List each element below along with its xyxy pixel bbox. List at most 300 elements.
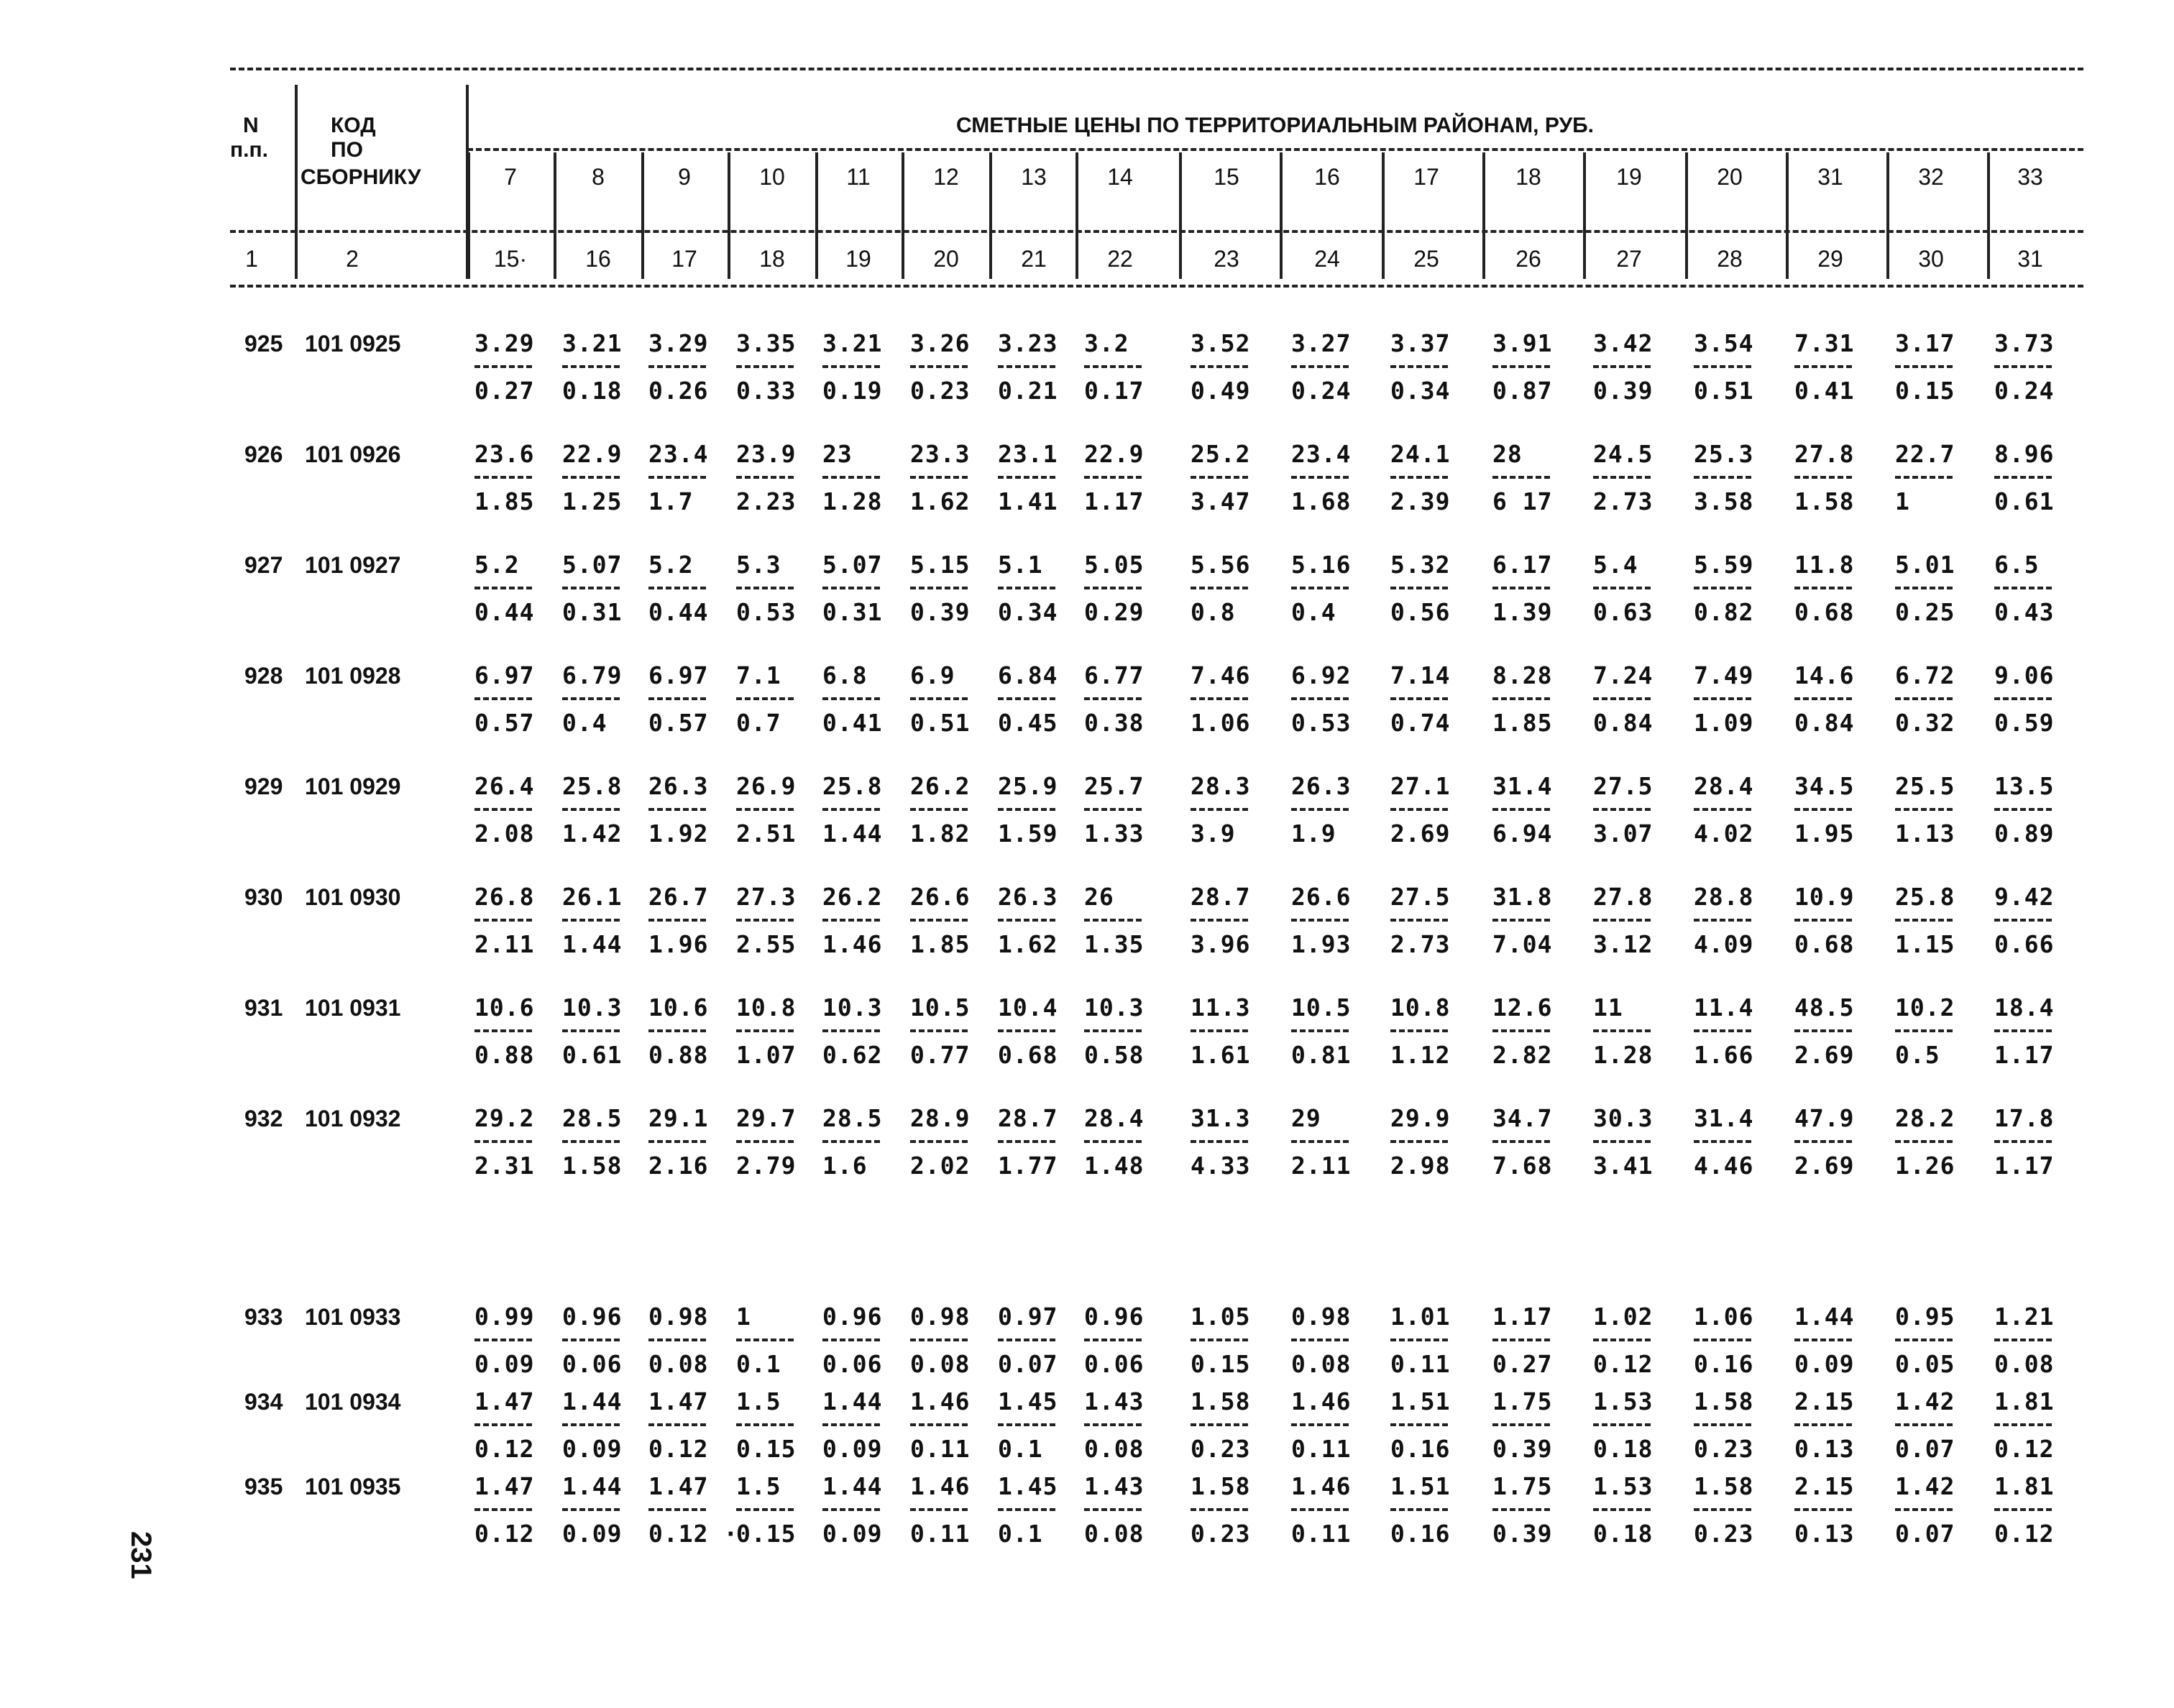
price-numerator: 31.3 <box>1191 1104 1251 1132</box>
fraction-line <box>1291 365 1349 368</box>
price-numerator: 1.47 <box>648 1387 709 1415</box>
district-header: 10 <box>759 164 785 190</box>
fraction-line <box>1191 365 1248 368</box>
price-cell <box>1694 993 1773 1070</box>
price-cell <box>1191 1387 1270 1464</box>
price-numerator: 10.2 <box>1895 993 1955 1021</box>
price-cell <box>1694 661 1773 738</box>
price-numerator: 26.1 <box>562 883 623 911</box>
fraction-line <box>736 365 794 368</box>
price-numerator: 17.8 <box>1994 1104 2055 1132</box>
fraction-line <box>1492 919 1550 922</box>
row-number: 928 <box>244 663 283 689</box>
price-numerator: 5.16 <box>1291 551 1352 579</box>
price-numerator: 1.46 <box>1291 1472 1352 1500</box>
price-denominator: 2.73 <box>1390 930 1451 958</box>
price-cell <box>1390 551 1469 627</box>
price-denominator: 1.25 <box>562 487 623 515</box>
price-cell <box>910 772 989 848</box>
fraction-line <box>1994 1508 2052 1511</box>
fraction-line <box>1291 697 1349 700</box>
price-denominator: 2.69 <box>1794 1041 1855 1069</box>
fraction-line <box>736 919 794 922</box>
price-denominator: 0.23 <box>910 377 971 405</box>
price-cell <box>1390 772 1469 848</box>
price-denominator: 0.12 · <box>648 1520 739 1548</box>
price-denominator: 1.28 <box>1593 1041 1654 1069</box>
price-denominator: 0.84 <box>1794 709 1855 737</box>
price-denominator: 2.08 <box>474 819 535 848</box>
price-cell <box>736 329 815 405</box>
price-numerator: 48.5 <box>1794 993 1855 1021</box>
price-denominator: 2.11 <box>474 930 535 958</box>
price-numerator: 3.52 <box>1191 329 1251 357</box>
price-cell <box>562 993 641 1070</box>
price-denominator: 0.08 <box>1291 1350 1352 1378</box>
fraction-line <box>1191 587 1248 589</box>
price-numerator: 1.44 <box>562 1387 623 1415</box>
price-numerator: 18.4 <box>1994 993 2055 1021</box>
price-numerator: 5.15 <box>910 551 971 579</box>
fraction-line <box>1694 365 1751 368</box>
price-numerator: 6.79 <box>562 661 623 689</box>
price-numerator: 1.46 <box>910 1387 971 1415</box>
price-numerator: 1.02 <box>1593 1303 1654 1331</box>
price-numerator: 1.45 <box>998 1472 1058 1500</box>
price-numerator: 1.46 <box>910 1472 971 1500</box>
price-numerator: 7.46 <box>1191 661 1251 689</box>
price-denominator: 0.08 <box>1084 1435 1145 1463</box>
price-cell <box>1191 772 1270 848</box>
fraction-line <box>822 587 880 589</box>
fraction-line <box>910 1339 968 1341</box>
price-denominator: 2.69 <box>1794 1152 1855 1180</box>
price-denominator: 0.68 <box>1794 598 1855 626</box>
price-cell <box>998 661 1077 738</box>
price-numerator: 3.2 <box>1084 329 1129 357</box>
fraction-line <box>822 919 880 922</box>
fraction-line <box>1994 1423 2052 1426</box>
header-title: СМЕТНЫЕ ЦЕНЫ ПО ТЕРРИТОРИАЛЬНЫМ РАЙОНАМ, РУБ. <box>956 114 1595 137</box>
row-number: 933 <box>244 1304 283 1330</box>
price-numerator: 1.47 <box>474 1387 535 1415</box>
fraction-line <box>1994 365 2052 368</box>
price-cell <box>1694 1387 1773 1464</box>
fraction-line <box>1390 808 1448 811</box>
fraction-line <box>736 808 794 811</box>
fraction-line <box>1291 476 1349 479</box>
price-numerator: 29.9 <box>1390 1104 1451 1132</box>
price-denominator: 0.5 <box>1895 1041 1940 1069</box>
fraction-line <box>822 1508 880 1511</box>
price-cell <box>1390 1303 1469 1379</box>
price-cell <box>1895 1472 1974 1548</box>
fraction-line <box>474 1423 532 1426</box>
price-denominator: 3.41 <box>1593 1152 1654 1180</box>
row-number: 934 <box>244 1389 283 1415</box>
row-code: 101 0935 <box>305 1474 401 1500</box>
price-numerator: 22.9 <box>1084 440 1145 468</box>
price-numerator: 7.31 <box>1794 329 1855 357</box>
price-cell <box>1084 661 1163 738</box>
fraction-line <box>474 1508 532 1511</box>
fraction-line <box>1694 1140 1751 1143</box>
price-cell <box>910 1303 989 1379</box>
header-code-po: ПО <box>331 138 363 162</box>
price-cell <box>1994 551 2073 627</box>
price-numerator: 28.8 <box>1694 883 1754 911</box>
fraction-line <box>1390 1339 1448 1341</box>
price-denominator: 0.29 <box>1084 598 1145 626</box>
district-separator <box>1987 152 1990 279</box>
price-cell <box>1084 440 1163 516</box>
price-cell <box>822 772 902 848</box>
fraction-line <box>1291 1339 1349 1341</box>
price-cell <box>1694 1303 1773 1379</box>
price-cell <box>648 1472 739 1548</box>
price-numerator: 5.2 <box>648 551 694 579</box>
price-denominator: 1.92 <box>648 819 709 848</box>
price-cell <box>1084 1472 1163 1548</box>
price-cell <box>1084 329 1163 405</box>
price-cell <box>998 1104 1077 1180</box>
price-denominator: 0.27 <box>1492 1350 1553 1378</box>
price-numerator: 1.58 <box>1191 1472 1251 1500</box>
price-denominator: 0.7 <box>736 709 781 737</box>
price-numerator: 6.84 <box>998 661 1058 689</box>
fraction-line <box>1994 1140 2052 1143</box>
price-denominator: 2.31 <box>474 1152 535 1180</box>
price-denominator: 0.57 <box>648 709 709 737</box>
fraction-line <box>474 476 532 479</box>
price-numerator: 3.35 <box>736 329 797 357</box>
fraction-line <box>648 1339 706 1341</box>
fraction-line <box>562 919 620 922</box>
price-cell <box>998 329 1077 405</box>
price-cell <box>1492 883 1572 959</box>
price-cell <box>822 1472 902 1548</box>
fraction-line <box>1895 697 1953 700</box>
fraction-line <box>474 697 532 700</box>
price-cell <box>648 772 728 848</box>
fraction-line <box>562 587 620 589</box>
price-denominator: 2.23 <box>736 487 797 515</box>
price-numerator: 29 <box>1291 1104 1321 1132</box>
fraction-line <box>1492 476 1550 479</box>
district-index: 21 <box>1021 246 1047 272</box>
price-numerator: 1.42 <box>1895 1387 1955 1415</box>
price-cell <box>474 1387 554 1464</box>
fraction-line <box>998 1508 1055 1511</box>
price-cell <box>1492 661 1572 738</box>
price-cell <box>1593 661 1672 738</box>
fraction-line <box>1390 1423 1448 1426</box>
fraction-line <box>1084 1140 1142 1143</box>
price-cell <box>1191 1303 1270 1379</box>
price-denominator: 6 17 <box>1492 487 1553 515</box>
price-denominator: 0.44 <box>474 598 535 626</box>
fraction-line <box>1593 697 1651 700</box>
price-denominator: 0.62 <box>822 1041 883 1069</box>
price-numerator: 1.46 <box>1291 1387 1352 1415</box>
price-numerator: 11.4 <box>1694 993 1754 1021</box>
price-cell <box>1291 772 1370 848</box>
price-numerator: 30.3 <box>1593 1104 1654 1132</box>
header-top-rule <box>230 68 2083 70</box>
price-numerator: 1.44 <box>1794 1303 1855 1331</box>
price-numerator: 10.8 <box>736 993 797 1021</box>
fraction-line <box>822 1423 880 1426</box>
price-numerator: 6.97 <box>474 661 535 689</box>
price-denominator: 0.53 <box>1291 709 1352 737</box>
price-denominator: 1.17 <box>1994 1152 2055 1180</box>
price-numerator: 3.29 <box>648 329 709 357</box>
price-denominator: 0.07 <box>998 1350 1058 1378</box>
district-header: 17 <box>1413 164 1439 190</box>
price-cell <box>1291 551 1370 627</box>
price-cell <box>474 1303 554 1379</box>
price-cell <box>910 1104 989 1180</box>
price-denominator: 1.85 <box>910 930 971 958</box>
price-denominator: 0.4 <box>1291 598 1336 626</box>
fraction-line <box>910 1508 968 1511</box>
price-denominator: 1.6 <box>822 1152 868 1180</box>
fraction-line <box>736 1029 794 1032</box>
price-denominator: 0.77 <box>910 1041 971 1069</box>
fraction-line <box>1593 919 1651 922</box>
price-denominator: 4.33 <box>1191 1152 1251 1180</box>
price-denominator: 3.58 <box>1694 487 1754 515</box>
price-numerator: 0.98 <box>648 1303 709 1331</box>
price-cell <box>1593 772 1672 848</box>
price-numerator: 1.45 <box>998 1387 1058 1415</box>
price-denominator: 1.09 <box>1694 709 1754 737</box>
price-denominator: 0.06 <box>562 1350 623 1378</box>
price-cell <box>1895 1303 1974 1379</box>
fraction-line <box>1794 919 1852 922</box>
price-denominator: 1.15 <box>1895 930 1955 958</box>
price-cell <box>1390 993 1469 1070</box>
price-numerator: 3.29 <box>474 329 535 357</box>
price-numerator: 1.01 <box>1390 1303 1451 1331</box>
price-numerator: 3.17 <box>1895 329 1955 357</box>
fraction-line <box>822 1029 880 1032</box>
price-cell <box>1694 1472 1773 1548</box>
price-denominator: 1.95 <box>1794 819 1855 848</box>
price-denominator: 0.11 <box>910 1520 971 1548</box>
district-index: 18 <box>759 246 785 272</box>
price-cell <box>1794 440 1873 516</box>
fraction-line <box>1994 697 2052 700</box>
price-numerator: 26.3 <box>648 772 709 800</box>
price-denominator: 0.63 <box>1593 598 1654 626</box>
price-numerator: 10.3 <box>562 993 623 1021</box>
fraction-line <box>1390 919 1448 922</box>
price-cell <box>1593 1472 1672 1548</box>
fraction-line <box>1390 587 1448 589</box>
fraction-line <box>1593 1140 1651 1143</box>
price-numerator: 3.21 <box>562 329 623 357</box>
price-cell <box>1492 551 1572 627</box>
price-cell <box>474 1472 554 1548</box>
fraction-line <box>648 365 706 368</box>
price-denominator: 0.17 <box>1084 377 1145 405</box>
price-numerator: 31.4 <box>1694 1104 1754 1132</box>
price-denominator: 4.09 <box>1694 930 1754 958</box>
price-denominator: 0.89 <box>1994 819 2055 848</box>
price-numerator: 7.24 <box>1593 661 1654 689</box>
price-numerator: 23 <box>822 440 853 468</box>
fraction-line <box>562 476 620 479</box>
price-cell <box>562 440 641 516</box>
price-denominator: 0.16 <box>1390 1520 1451 1548</box>
price-denominator: 0.08 <box>1084 1520 1145 1548</box>
price-denominator: 0.88 <box>648 1041 709 1069</box>
price-numerator: 23.4 <box>1291 440 1352 468</box>
price-numerator: 5.01 <box>1895 551 1955 579</box>
fraction-line <box>1794 697 1852 700</box>
price-numerator: 5.59 <box>1694 551 1754 579</box>
fraction-line <box>1794 476 1852 479</box>
price-numerator: 1.51 <box>1390 1472 1451 1500</box>
price-cell <box>1492 440 1572 516</box>
fraction-line <box>910 697 968 700</box>
price-cell <box>474 551 554 627</box>
district-separator <box>1786 152 1789 279</box>
price-numerator: 23.4 <box>648 440 709 468</box>
price-numerator: 5.07 <box>562 551 623 579</box>
price-cell <box>998 551 1077 627</box>
price-denominator: 0.24 <box>1994 377 2055 405</box>
price-numerator: 1 <box>736 1303 751 1331</box>
price-denominator: 0.07 <box>1895 1520 1955 1548</box>
price-denominator: 0.1 <box>998 1435 1043 1463</box>
price-denominator: 0.39 <box>1492 1520 1553 1548</box>
district-header: 19 <box>1616 164 1642 190</box>
price-numerator: 26.9 <box>736 772 797 800</box>
price-denominator: 7.04 <box>1492 930 1553 958</box>
fraction-line <box>1084 587 1142 589</box>
fraction-line <box>1084 919 1142 922</box>
price-cell <box>998 772 1077 848</box>
price-denominator: 0.21 <box>998 377 1058 405</box>
fraction-line <box>1694 697 1751 700</box>
price-denominator: 1.33 <box>1084 819 1145 848</box>
district-index: 23 <box>1214 246 1239 272</box>
price-cell <box>1794 883 1873 959</box>
district-index: 28 <box>1717 246 1743 272</box>
price-denominator: 1.35 <box>1084 930 1145 958</box>
row-code: 101 0934 <box>305 1389 401 1415</box>
price-denominator: 1.44 <box>562 930 623 958</box>
price-denominator: 0.56 <box>1390 598 1451 626</box>
fraction-line <box>822 476 880 479</box>
price-denominator: 1.85 <box>474 487 535 515</box>
price-cell <box>910 1472 989 1548</box>
row-number: 925 <box>244 331 283 357</box>
price-denominator: 0.05 <box>1895 1350 1955 1378</box>
price-cell <box>562 661 641 738</box>
price-numerator: 6.72 <box>1895 661 1955 689</box>
fraction-line <box>1694 1339 1751 1341</box>
price-cell <box>1694 772 1773 848</box>
price-denominator: 0.38 <box>1084 709 1145 737</box>
price-denominator: 1.9 <box>1291 819 1336 848</box>
price-denominator: 1.7 <box>648 487 694 515</box>
price-denominator: 1.96 <box>648 930 709 958</box>
price-cell <box>1291 329 1370 405</box>
price-cell <box>1794 1104 1873 1180</box>
price-denominator: 0.31 <box>562 598 623 626</box>
price-cell <box>1191 329 1270 405</box>
row-number: 930 <box>244 884 283 910</box>
fraction-line <box>1694 476 1751 479</box>
price-denominator: 0.18 <box>1593 1520 1654 1548</box>
price-numerator: 1.21 <box>1994 1303 2055 1331</box>
price-cell <box>1895 440 1974 516</box>
fraction-line <box>562 1140 620 1143</box>
district-header: 13 <box>1021 164 1047 190</box>
price-cell <box>1390 883 1469 959</box>
fraction-line <box>1694 1508 1751 1511</box>
price-cell <box>1084 1387 1163 1464</box>
price-denominator: 1.41 <box>998 487 1058 515</box>
fraction-line <box>648 1140 706 1143</box>
price-cell <box>1191 993 1270 1070</box>
price-numerator: 6.9 <box>910 661 955 689</box>
fraction-line <box>562 808 620 811</box>
fraction-line <box>1191 1423 1248 1426</box>
price-numerator: 6.5 <box>1994 551 2040 579</box>
price-cell <box>1694 329 1773 405</box>
fraction-line <box>910 808 968 811</box>
price-cell <box>474 883 554 959</box>
price-cell <box>1492 1472 1572 1548</box>
price-numerator: 7.1 <box>736 661 781 689</box>
fraction-line <box>1593 1423 1651 1426</box>
price-numerator: 1.58 <box>1694 1387 1754 1415</box>
price-cell <box>1794 1472 1873 1548</box>
price-cell <box>1994 1472 2073 1548</box>
fraction-line <box>1390 697 1448 700</box>
district-separator <box>467 152 470 279</box>
district-header: 15 <box>1214 164 1239 190</box>
price-numerator: 28.5 <box>562 1104 623 1132</box>
price-numerator: 3.23 <box>998 329 1058 357</box>
district-header: 18 <box>1515 164 1541 190</box>
price-numerator: 1.43 <box>1084 1472 1145 1500</box>
price-numerator: 1.05 <box>1191 1303 1251 1331</box>
fraction-line <box>1084 476 1142 479</box>
price-numerator: 5.32 <box>1390 551 1451 579</box>
district-separator <box>1382 152 1385 279</box>
price-numerator: 25.2 <box>1191 440 1251 468</box>
price-cell <box>1794 1387 1873 1464</box>
price-numerator: 1.75 <box>1492 1387 1553 1415</box>
fraction-line <box>1390 1508 1448 1511</box>
fraction-line <box>822 808 880 811</box>
price-cell <box>648 1104 728 1180</box>
price-cell <box>474 993 554 1070</box>
district-separator <box>1886 152 1889 279</box>
price-numerator: 0.98 <box>910 1303 971 1331</box>
fraction-line <box>1492 1508 1550 1511</box>
price-cell <box>910 993 989 1070</box>
price-cell <box>1895 1104 1974 1180</box>
district-index: 22 <box>1107 246 1133 272</box>
price-numerator: 1.53 <box>1593 1387 1654 1415</box>
fraction-line <box>1593 1508 1651 1511</box>
